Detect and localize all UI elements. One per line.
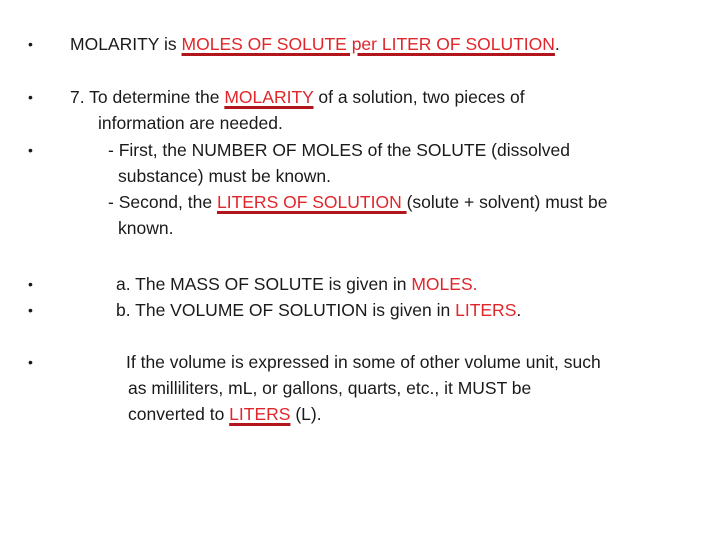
bullet-6: • [28,354,33,370]
bullet-2: • [28,89,33,105]
line8-highlight: MOLES. [411,274,478,294]
bullet-4: • [28,276,33,292]
second-requirement [108,190,607,214]
second-requirement-continuation: known. [118,218,174,238]
line12-text: converted to [128,404,230,424]
point-7-continuation: information are needed. [98,113,283,133]
line9-text: b. The VOLUME OF SOLUTION is given in [116,300,456,320]
line12-end: (L). [290,404,322,424]
line9-highlight: LITERS [455,300,517,320]
line2-text: 7. To determine the [70,87,225,107]
molarity-definition [70,32,560,56]
item-a [116,272,477,296]
line2-end: of a solution, two pieces of [313,87,525,107]
conversion-note-line3 [128,402,322,426]
line8-text: a. The MASS OF SOLUTE is given in [116,274,412,294]
point-7-line [70,85,525,109]
bullet-5: • [28,302,33,318]
line6-text: - Second, the [108,192,217,212]
line6-highlight: LITERS OF SOLUTION [216,192,407,212]
conversion-note: If the volume is expressed in some of other volume unit, such [126,352,601,372]
first-requirement: - First, the NUMBER OF MOLES of the SOLUTE (dissolved [108,140,570,160]
conversion-note-line2: as milliliters, mL, or gallons, quarts, etc., it MUST be [128,378,532,398]
line9-end: . [516,300,522,320]
bullet-1: • [28,36,33,52]
bullet-3: • [28,142,33,158]
line1-end: . [554,34,560,54]
line1-text: MOLARITY is [70,34,182,54]
line6-end: (solute + solvent) must be [406,192,608,212]
line1-highlight: MOLES OF SOLUTE per LITER OF SOLUTION [181,34,555,54]
first-requirement-continuation: substance) must be known. [118,166,332,186]
line2-highlight: MOLARITY [224,87,314,107]
line12-highlight: LITERS [229,404,291,424]
item-b [116,298,521,322]
